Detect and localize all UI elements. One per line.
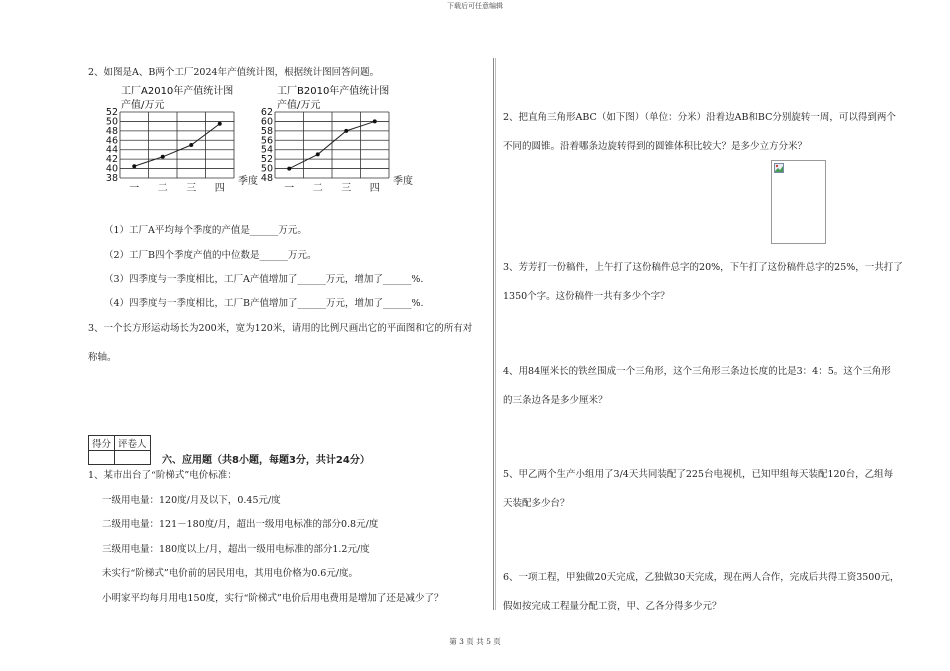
right-question-2-line-2: 不同的圆锥。沿着哪条边旋转得到的圆锥体积比较大？是多少立方分米？ (503, 141, 808, 152)
section-6-title: 六、应用题（共8小题，每题3分，共计24分） (162, 455, 370, 466)
right-question-3-line-1: 3、芳芳打一份稿件，上午打了这份稿件总字的20%，下午打了这份稿件总字的25%，一共打了 (503, 262, 903, 273)
application-q1-line-1: 1、某市出台了“阶梯式”电价标准： (88, 470, 237, 481)
grader-label: 评卷人 (115, 436, 151, 451)
chart-b (255, 108, 420, 200)
chart-b-ytick-label-1: 50 (260, 163, 273, 175)
right-question-5-line-2: 天装配多少台？ (503, 498, 570, 509)
right-question-3-line-2: 1350个字。这份稿件一共有多少个字？ (503, 291, 670, 302)
application-q1-line-3: 二级用电量：121－180度/月，超出一级用电标准的部分0.8元/度 (102, 519, 379, 530)
question-2-sub-3: （3）四季度与一季度相比，工厂A产值增加了______万元，增加了______%. (104, 274, 424, 285)
chart-a-ylabel: 产值/万元 (121, 100, 165, 111)
right-question-4-line-2: 的三条边各是多少厘米？ (503, 395, 608, 406)
chart-a-ytick-label-4: 46 (105, 135, 118, 147)
chart-b-point-1 (316, 152, 320, 156)
column-divider-inner (495, 58, 496, 610)
chart-a-point-1 (161, 155, 165, 159)
chart-a-title: 工厂A2010年产值统计图 (121, 86, 234, 97)
chart-a-ytick-label-1: 40 (105, 163, 118, 175)
right-question-6-line-1: 6、一项工程，甲独做20天完成，乙独做30天完成，现在两人合作，完成后共得工资3500元， (503, 572, 900, 583)
right-question-2-line-1: 2、把直角三角形ABC（如下图）（单位：分米）沿着边AB和BC分别旋转一周，可以得到两个 (503, 112, 896, 123)
chart-a-xtick-label-3: 四 (214, 183, 225, 194)
chart-a-xtick-label-0: 一 (129, 183, 140, 194)
grader-cell (115, 451, 151, 465)
chart-a-ytick-label-7: 52 (105, 108, 118, 118)
chart-a-ytick-label-2: 42 (105, 154, 118, 166)
chart-b-title: 工厂B2010年产值统计图 (277, 86, 390, 97)
chart-a-point-0 (132, 164, 136, 168)
chart-b-xtick-label-1: 二 (312, 183, 323, 194)
chart-a-ytick-label-3: 44 (105, 144, 118, 156)
chart-b-ytick-label-0: 48 (260, 173, 273, 184)
application-q1-line-4: 三级用电量：180度以上/月，超出一级用电标准的部分1.2元/度 (102, 544, 370, 555)
score-label: 得分 (89, 436, 115, 451)
chart-b-ytick-label-2: 52 (260, 154, 273, 166)
question-2-sub-2: （2）工厂B四个季度产值的中位数是______万元。 (104, 250, 317, 261)
chart-b-ylabel: 产值/万元 (277, 100, 321, 111)
chart-b-point-3 (373, 119, 377, 123)
question-3-line-1: 3、一个长方形运动场长为200米，宽为120米，请用的比例尺画出它的平面图和它的所有对 (88, 323, 473, 334)
chart-a-ytick-label-6: 50 (105, 116, 118, 128)
application-q1-line-2: 一级用电量：120度/月及以下，0.45元/度 (102, 495, 281, 506)
chart-b-ytick-label-7: 62 (260, 108, 273, 118)
broken-image-icon (774, 163, 784, 173)
right-question-6-line-2: 假如按完成工程量分配工资，甲、乙各分得多少元？ (503, 601, 722, 612)
chart-b-ytick-label-5: 58 (260, 125, 273, 137)
score-table (88, 435, 151, 465)
chart-b-ytick-label-3: 54 (260, 144, 273, 156)
right-question-4-line-1: 4、用84厘米长的铁丝围成一个三角形，这个三角形三条边长度的比是3：4：5。这个三角形 (503, 366, 891, 377)
triangle-figure-image (771, 160, 826, 244)
chart-a-ytick-label-5: 48 (105, 125, 118, 137)
chart-b-xtick-label-2: 三 (341, 183, 352, 194)
question-2-sub-1: （1）工厂A平均每个季度的产值是______万元。 (104, 225, 307, 236)
page-footer: 第 3 页 共 5 页 (449, 637, 501, 646)
chart-b-xtick-label-3: 四 (369, 183, 380, 194)
question-2-sub-4: （4）四季度与一季度相比，工厂B产值增加了______万元，增加了______%. (104, 298, 424, 309)
chart-b-xtick-label-0: 一 (284, 183, 295, 194)
chart-a-point-3 (218, 122, 222, 126)
question-3-line-2: 称轴。 (88, 352, 117, 363)
chart-b-point-2 (344, 129, 348, 133)
chart-a-point-2 (189, 143, 193, 147)
application-q1-line-6: 小明家平均每月用电150度，实行“阶梯式”电价后用电费用是增加了还是减少了？ (102, 593, 444, 604)
score-cell (89, 451, 115, 465)
chart-a (100, 108, 265, 200)
chart-a-grid (120, 112, 234, 178)
column-divider (493, 58, 494, 610)
chart-a-xtick-label-1: 二 (157, 183, 168, 194)
page-header: 下载后可任意编辑 (447, 2, 503, 10)
chart-a-xtick-label-2: 三 (186, 183, 197, 194)
question-2-intro: 2、如图是A、B两个工厂2024年产值统计图，根据统计图回答问题。 (88, 67, 380, 78)
chart-a-xlabel: 季度 (238, 176, 258, 187)
chart-b-point-0 (287, 167, 291, 171)
application-q1-line-5: 未实行“阶梯式”电价前的居民用电，其用电价格为0.6元/度。 (102, 568, 359, 579)
chart-b-xlabel: 季度 (393, 176, 413, 187)
chart-b-ytick-label-6: 60 (260, 116, 273, 128)
chart-b-ytick-label-4: 56 (260, 135, 273, 147)
chart-a-ytick-label-0: 38 (105, 173, 118, 184)
right-question-5-line-1: 5、甲乙两个生产小组用了3/4天共同装配了225台电视机，已知甲组每天装配120台，乙组每 (503, 469, 894, 480)
